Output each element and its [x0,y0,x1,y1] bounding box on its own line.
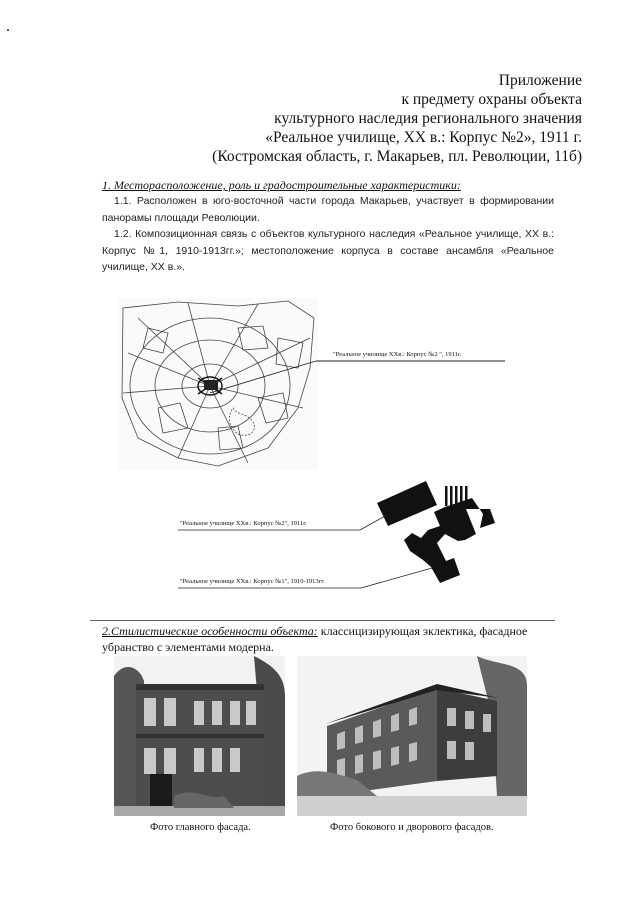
section-1-paragraph-1: 1.1. Расположен в юго-восточной части города Макарьев, участвует в формировании панорамы площади Революции. [102,195,554,224]
section-1-paragraph-2: 1.2. Композиционная связь с объектов культурного наследия «Реальное училище, XX в.: Корпус №1, 1910-1913гг.»; местоположение корпуса в составе ансамбля «Реальное училище, XX в.». [102,228,554,273]
section-2-line-1 [102,623,527,639]
appendix-subtitle: к предмету охраны объекта [401,91,582,108]
photo-main-facade-caption: Фото главного фасада. [150,822,251,833]
section-2-title: 2.Стилистические особенности объекта: [102,624,318,638]
photo-side-courtyard-caption: Фото бокового и дворового фасадов. [330,822,494,833]
photo-main-facade [114,656,285,816]
site-label-building-1: "Реальное училище XXв.: Корпус №1", 1910-1913гг. [180,578,325,585]
site-label-building-2: "Реальное училище XXв.: Корпус №2", 1911г. [180,520,307,527]
map-label-building-2: "Реальное училище XXв.: Корпус №2 ", 1911г. [333,351,462,358]
object-name: «Реальное училище, XX в.: Корпус №2», 1911 г. [265,129,582,146]
section-2-text: классицизирующая эклектика, фасадное [317,624,528,638]
appendix-subtitle-2: культурного наследия регионального значения [274,110,582,127]
section-1-title: 1. Месторасположение, роль и градостроительные характеристики: [102,178,461,192]
object-address: (Костромская область, г. Макарьев, пл. Революции, 11б) [212,148,582,165]
section-2-line-2: убранство с элементами модерна. [102,640,274,654]
photo-side-courtyard-facades [297,656,527,816]
appendix-title: Приложение [498,72,582,89]
section-2-divider [90,620,555,621]
